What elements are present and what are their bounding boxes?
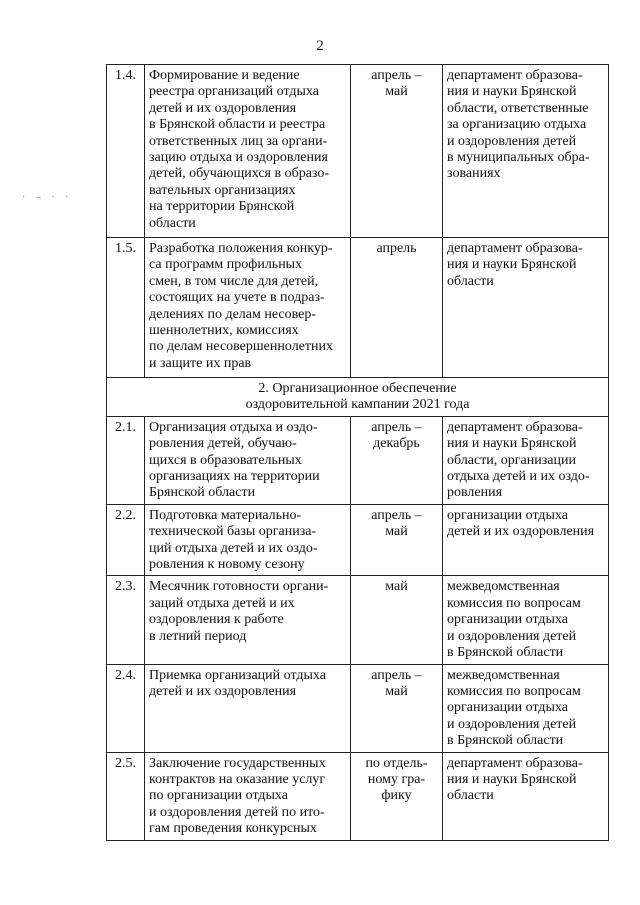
item-responsible: департамент образова- ния и науки Брянской области (443, 238, 609, 378)
table-row (107, 416, 609, 504)
table-row (107, 664, 609, 752)
table-row (107, 576, 609, 664)
item-responsible: департамент образова- ния и науки Брянской области, ответственные за организацию отдыха и оздоровления детей в муниципальных обра- зованиях (443, 65, 609, 238)
item-action: Приемка организаций отдыха детей и их оздоровления (145, 664, 351, 752)
item-number: 1.5. (107, 238, 145, 378)
section-header-row (107, 378, 609, 417)
item-responsible: департамент образова- ния и науки Брянской области (443, 752, 609, 840)
item-term: по отдель- ному гра- фику (351, 752, 443, 840)
table-row (107, 238, 609, 378)
item-number: 2.4. (107, 664, 145, 752)
section-heading-line-1: 2. Организационное обеспечение (258, 381, 457, 396)
page-number: 2 (316, 38, 324, 54)
table-row (107, 65, 609, 238)
plan-table (106, 64, 609, 841)
section-heading (107, 378, 609, 417)
item-term: май (351, 576, 443, 664)
margin-marks: · – · · (22, 192, 73, 203)
item-responsible: организации отдыха детей и их оздоровления (443, 504, 609, 576)
item-action: Подготовка материально- технической базы организа- ций отдыха детей и их оздо- ровления к новому сезону (145, 504, 351, 576)
item-action: Месячник готовности органи- заций отдыха детей и их оздоровления к работе в летний период (145, 576, 351, 664)
item-term: апрель (351, 238, 443, 378)
item-responsible: департамент образова- ния и науки Брянской области, организации отдыха детей и их оздо- ровления (443, 416, 609, 504)
item-term: апрель – май (351, 504, 443, 576)
item-term: апрель – май (351, 664, 443, 752)
section-heading-line-2: оздоровительной кампании 2021 года (245, 397, 470, 413)
item-action: Заключение государственных контрактов на оказание услуг по организации отдыха и оздоровления детей по ито- гам проведения конкурсных (145, 752, 351, 840)
item-responsible: межведомственная комиссия по вопросам организации отдыха и оздоровления детей в Брянской области (443, 576, 609, 664)
item-action: Организация отдыха и оздо- ровления детей, обучаю- щихся в образовательных организациях на территории Брянской области (145, 416, 351, 504)
table-row (107, 752, 609, 840)
item-number: 2.1. (107, 416, 145, 504)
item-number: 2.5. (107, 752, 145, 840)
item-number: 2.2. (107, 504, 145, 576)
item-action: Формирование и ведение реестра организаций отдыха детей и их оздоровления в Брянской области и реестра ответственных лиц за органи- зацию отдыха и оздоровления детей, обучающихся в образо- вательных организациях на территории Брянской области (145, 65, 351, 238)
item-action: Разработка положения конкур- са программ профильных смен, в том числе для детей, состоящих на учете в подраз- делениях по делам несовер- шеннолетних, комиссиях по делам несовершеннолетних и защите их прав (145, 238, 351, 378)
table-row (107, 504, 609, 576)
item-term: апрель – май (351, 65, 443, 238)
item-number: 1.4. (107, 65, 145, 238)
item-responsible: межведомственная комиссия по вопросам организации отдыха и оздоровления детей в Брянской области (443, 664, 609, 752)
item-term: апрель – декабрь (351, 416, 443, 504)
item-number: 2.3. (107, 576, 145, 664)
